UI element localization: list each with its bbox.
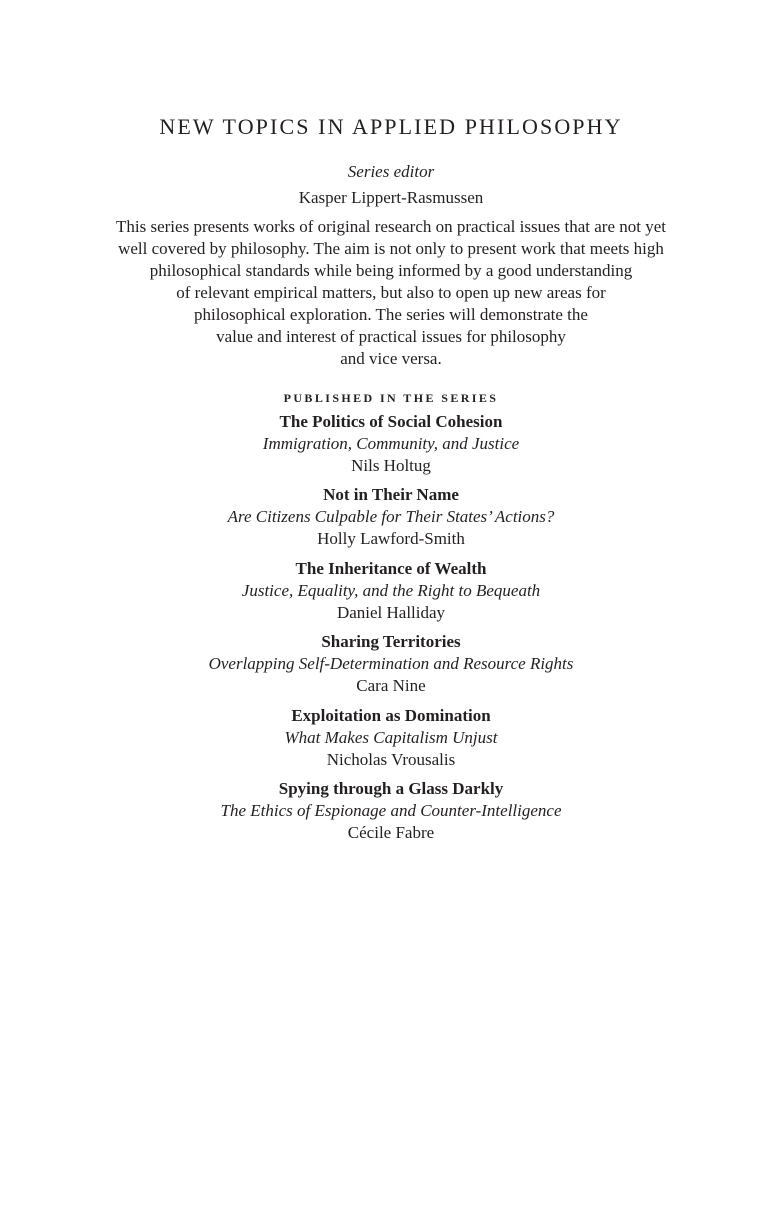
series-editor-name: Kasper Lippert-Rasmussen [298, 188, 484, 207]
book-subtitle: Justice, Equality, and the Right to Bequeath [241, 580, 541, 600]
book-entry [0, 631, 782, 697]
book-subtitle: Immigration, Community, and Justice [262, 434, 520, 453]
book-subtitle: The Ethics of Espionage and Counter-Intelligence [220, 800, 562, 820]
book-author: Cécile Fabre [347, 822, 435, 842]
book-author: Cara Nine [356, 676, 426, 696]
series-title: NEW TOPICS IN APPLIED PHILOSOPHY [159, 114, 623, 139]
book-author: Nicholas Vrousalis [326, 749, 456, 769]
book-subtitle: Overlapping Self-Determination and Resource Rights [208, 654, 574, 674]
description-line: of relevant empirical matters, but also to open up new areas for [176, 283, 606, 302]
book-title: Spying through a Glass Darkly [278, 778, 504, 798]
description-line: philosophical standards while being informed by a good understanding [149, 261, 633, 280]
description-line: value and interest of practical issues for philosophy [216, 327, 566, 346]
book-title: Sharing Territories [321, 632, 461, 652]
book-author: Nils Holtug [351, 456, 431, 475]
book-entry [0, 484, 782, 550]
book-entry [0, 558, 782, 624]
book-title: Exploitation as Domination [291, 705, 491, 725]
book-list [0, 411, 782, 851]
book-subtitle: What Makes Capitalism Unjust [284, 727, 498, 747]
book-title: The Inheritance of Wealth [295, 558, 487, 578]
series-description [0, 216, 782, 370]
published-heading: PUBLISHED IN THE SERIES [283, 391, 499, 405]
book-author: Holly Lawford-Smith [317, 529, 465, 549]
book-entry [0, 778, 782, 844]
book-title: The Politics of Social Cohesion [279, 412, 503, 431]
book-subtitle: Are Citizens Culpable for Their States’ Actions? [227, 507, 555, 527]
book-title: Not in Their Name [323, 485, 459, 505]
description-line: and vice versa. [340, 349, 442, 368]
book-entry [0, 705, 782, 771]
book-entry [0, 411, 782, 477]
series-editor-role: Series editor [347, 162, 435, 181]
book-author: Daniel Halliday [336, 602, 446, 622]
description-line: This series presents works of original research on practical issues that are not yet [116, 217, 666, 236]
description-line: well covered by philosophy. The aim is not only to present work that meets high [118, 239, 664, 258]
description-line: philosophical exploration. The series will demonstrate the [194, 305, 588, 324]
